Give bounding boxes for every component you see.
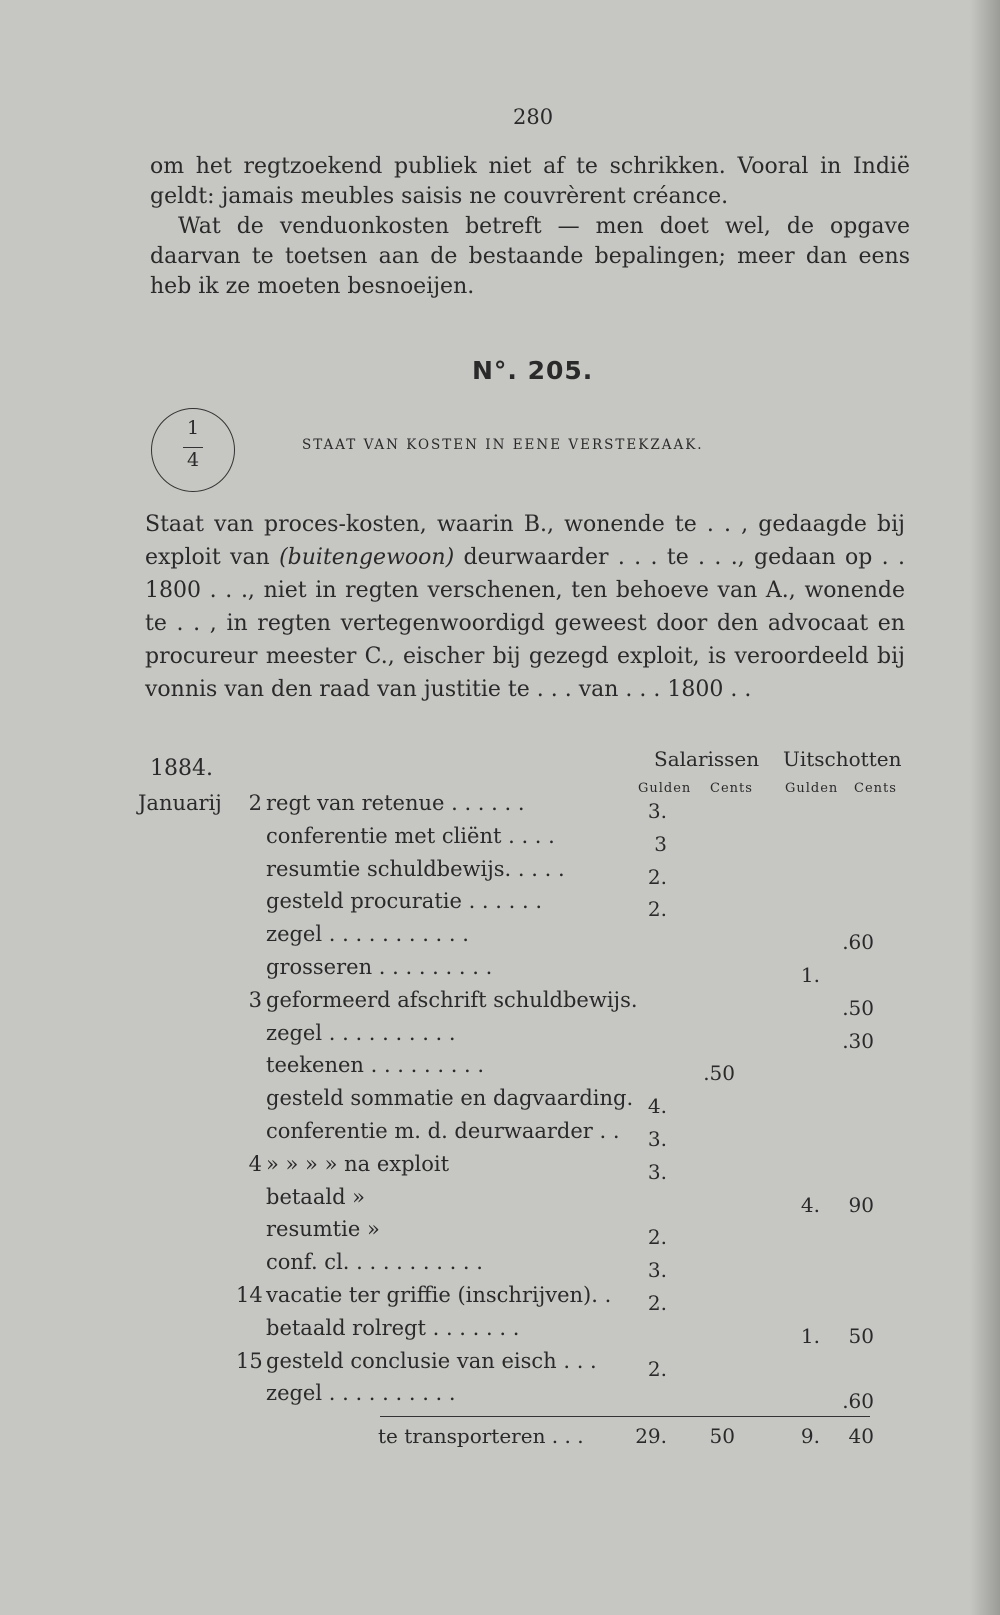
row-description: grosseren . . . . . . . . . [266,955,493,979]
row-salarissen-cents: .50 [703,1061,735,1086]
row-day: 14 [236,1283,263,1307]
total-salarissen-cents: 50 [709,1424,735,1448]
table-row [236,1250,483,1274]
row-day: 4 [248,1151,262,1176]
row-day: 15 [236,1348,263,1373]
total-uitschotten-cents: 40 [848,1424,874,1448]
row-salarissen-gulden: 3. [647,1258,667,1283]
header-salarissen: Salarissen [654,747,760,771]
table-row [236,988,638,1012]
row-uitschotten-cents: .60 [842,1389,874,1414]
row-description: gesteld conclusie van eisch . . . [266,1348,597,1373]
row-description: teekenen . . . . . . . . . [266,1053,485,1078]
table-row [236,955,492,979]
header-uitschotten: Uitschotten [783,747,902,771]
table-row [236,1316,519,1340]
document-number: N°. 205. [472,356,594,385]
row-uitschotten-cents: 50 [848,1323,874,1348]
table-row [236,857,565,881]
statement-part-2: deurwaarder . . . te . . ., gedaan op . . 1800 . . ., niet in regten verschenen, ten behoeve van A., wonende te . . , in regten vertegenwoordigd geweest door den advocaat en procureur meester C., eischer bij gezegd exploit, is veroordeeld bij vonnis van den raad van justitie te . . . van . . . 1800 . . [145,545,905,702]
section-subtitle: STAAT VAN KOSTEN IN EENE VERSTEKZAAK. [302,437,704,453]
table-row [236,1152,449,1176]
table-row [236,922,469,946]
row-description: gesteld procuratie . . . . . . [266,889,543,914]
row-salarissen-gulden: 2. [647,864,667,889]
table-year: 1884. [150,756,213,781]
row-uitschotten-cents: .60 [842,930,874,955]
table-row [236,1381,456,1405]
row-uitschotten-gulden: 4. [800,1192,820,1217]
row-description: vacatie ter griffie (inschrijven). . [266,1283,612,1307]
intro-paragraph-1: om het regtzoekend publiek niet af te schrikken. Vooral in Indië geldt: jamais meubles saisis ne couvrèrent créance. [150,154,910,209]
row-day: 2 [248,791,262,815]
row-description: zegel . . . . . . . . . . [266,1381,456,1406]
row-description: regt van retenue . . . . . . [266,791,525,815]
table-row [236,1185,365,1209]
statement-part-1: Staat van proces-kosten, waarin B., wonende te . . , gedaagde bij exploit van [145,512,905,570]
transport-label: te transporteren . . . [378,1424,584,1448]
row-description: zegel . . . . . . . . . . [266,1020,456,1045]
row-description: betaald rolregt . . . . . . . [266,1315,520,1340]
table-row [236,1217,380,1241]
table-row [236,1283,611,1307]
row-salarissen-gulden: 3. [647,1159,667,1184]
row-uitschotten-gulden: 1. [800,1323,820,1348]
row-description: geformeerd afschrift schuldbewijs. [266,987,638,1012]
stamp-denominator: 4 [186,449,200,471]
row-description: conferentie m. d. deurwaarder . . [266,1119,620,1143]
subheader-gulden-salarissen: Gulden [638,781,692,796]
row-salarissen-gulden: 2. [647,1225,667,1250]
subheader-cents-uitschotten: Cents [854,781,897,796]
table-row [236,1021,456,1045]
row-day: 3 [248,987,262,1012]
subheader-gulden-uitschotten: Gulden [785,781,839,796]
row-salarissen-gulden: 3. [647,1127,667,1151]
table-row [236,791,525,815]
row-salarissen-gulden: 2. [647,897,667,922]
table-row [236,1349,597,1373]
row-description: conf. cl. . . . . . . . . . . [266,1250,483,1275]
table-row [236,824,555,848]
row-uitschotten-gulden: 1. [800,963,820,987]
total-uitschotten-gulden: 9. [800,1424,820,1448]
table-row [236,1086,633,1110]
intro-paragraph-2: Wat de venduonkosten betreft — men doet wel, de opgave daarvan te toetsen aan de bestaande bepalingen; meer dan eens heb ik ze moeten besnoeijen. [150,214,910,299]
total-salarissen-gulden: 29. [635,1424,667,1448]
row-description: resumtie » [266,1217,380,1242]
table-row [236,889,542,913]
row-salarissen-gulden: 3 [654,831,667,856]
row-salarissen-gulden: 2. [647,1291,667,1315]
row-description: » » » » na exploit [266,1151,450,1176]
row-uitschotten-cents: 90 [848,1192,874,1217]
row-uitschotten-cents: .50 [842,995,874,1020]
row-description: resumtie schuldbewijs. . . . . [266,856,565,881]
row-description: betaald » [266,1184,366,1209]
row-salarissen-gulden: 2. [647,1356,667,1381]
statement-italic: (buitengewoon) [279,545,455,570]
page-number: 280 [513,105,554,129]
intro-text [150,152,910,302]
fraction-stamp [151,408,235,492]
row-description: zegel . . . . . . . . . . . [266,922,469,947]
row-uitschotten-cents: .30 [842,1028,874,1053]
subheader-cents-salarissen: Cents [710,781,753,796]
table-month: Januarij [138,791,222,815]
row-salarissen-gulden: 3. [647,799,667,823]
total-rule [380,1416,870,1417]
stamp-numerator: 1 [186,417,200,439]
row-description: gesteld sommatie en dagvaarding. [266,1086,634,1111]
row-salarissen-gulden: 4. [647,1094,667,1119]
statement-paragraph [145,508,905,706]
fraction-bar [183,447,203,448]
row-description: conferentie met cliënt . . . . [266,823,555,848]
table-row [236,1053,484,1077]
table-row [236,1119,620,1143]
